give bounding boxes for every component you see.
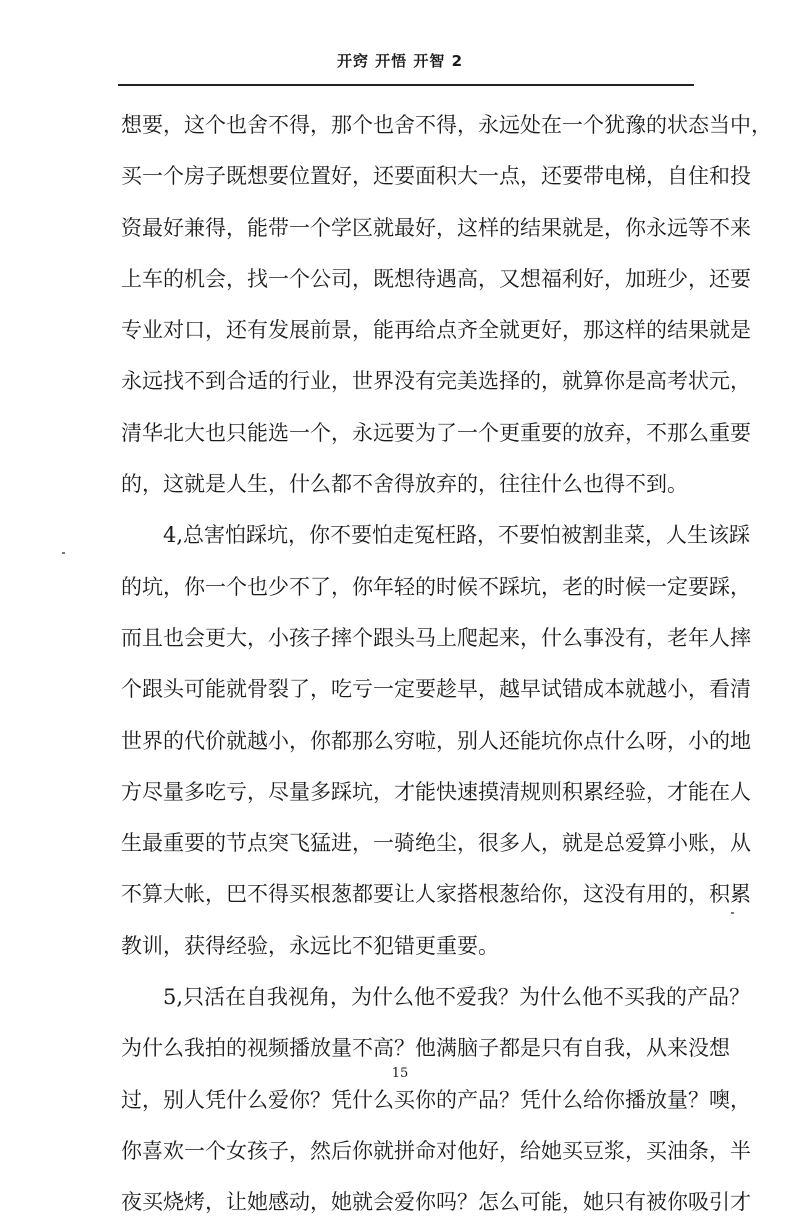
scan-speck <box>62 552 65 554</box>
text-line: 的坑，你一个也少不了，你年轻的时候不踩坑，老的时候一定要踩， <box>121 574 751 599</box>
text-line: 想要，这个也舍不得，那个也舍不得，永远处在一个犹豫的状态当中， <box>121 113 772 137</box>
text-line: 个跟头可能就骨裂了，吃亏一定要趁早，越早试错成本就越小，看清 <box>121 677 751 702</box>
scan-speck <box>731 912 734 914</box>
text-line: 你喜欢一个女孩子，然后你就拼命对他好，给她买豆浆，买油条，半 <box>121 1138 751 1163</box>
text-line: 买一个房子既想要位置好，还要面积大一点，还要带电梯，自住和投 <box>121 164 751 189</box>
header-rule <box>118 84 694 86</box>
text-line: 而且也会更大，小孩子摔个跟头马上爬起来，什么事没有，老年人摔 <box>121 625 751 650</box>
page-number: 15 <box>391 1066 409 1081</box>
text-line: 清华北大也只能选一个，永远要为了一个更重要的放弃，不那么重要 <box>121 420 751 445</box>
running-header: 开窍 开悟 开智 2 <box>336 52 464 70</box>
text-line: 专业对口，还有发展前景，能再给点齐全就更好，那这样的结果就是 <box>121 318 751 343</box>
text-line: 世界的代价就越小，你都那么穷啦，别人还能坑你点什么呀，小的地 <box>121 728 751 753</box>
text-line: 过，别人凭什么爱你？凭什么买你的产品？凭什么给你播放量？噢， <box>121 1087 751 1112</box>
text-line: 夜买烧烤，让她感动，她就会爱你吗？怎么可能，她只有被你吸引才 <box>121 1190 751 1215</box>
text-line: 上车的机会，找一个公司，既想待遇高，又想福利好，加班少，还要 <box>121 266 751 291</box>
text-line: 资最好兼得，能带一个学区就最好，这样的结果就是，你永远等不来 <box>121 215 751 240</box>
text-line: 永远找不到合适的行业，世界没有完美选择的，就算你是高考状元， <box>121 369 751 394</box>
text-line: 4,总害怕踩坑，你不要怕走冤枉路，不要怕被割韭菜，人生该踩 <box>163 523 751 548</box>
body-text <box>121 100 772 1229</box>
text-line: 为什么我拍的视频播放量不高？他满脑子都是只有自我，从来没想 <box>121 1036 730 1061</box>
text-line: 生最重要的节点突飞猛进，一骑绝尘，很多人，就是总爱算小账，从 <box>121 831 751 856</box>
text-line: 的，这就是人生，什么都不舍得放弃的，往往什么也得不到。 <box>121 472 688 497</box>
text-line: 教训，获得经验，永远比不犯错更重要。 <box>121 933 499 958</box>
text-line: 方尽量多吃亏，尽量多踩坑，才能快速摸清规则积累经验，才能在人 <box>121 779 751 804</box>
text-line: 5,只活在自我视角，为什么他不爱我？为什么他不买我的产品？ <box>163 985 751 1010</box>
text-line: 不算大帐，巴不得买根葱都要让人家搭根葱给你，这没有用的，积累 <box>121 882 751 907</box>
